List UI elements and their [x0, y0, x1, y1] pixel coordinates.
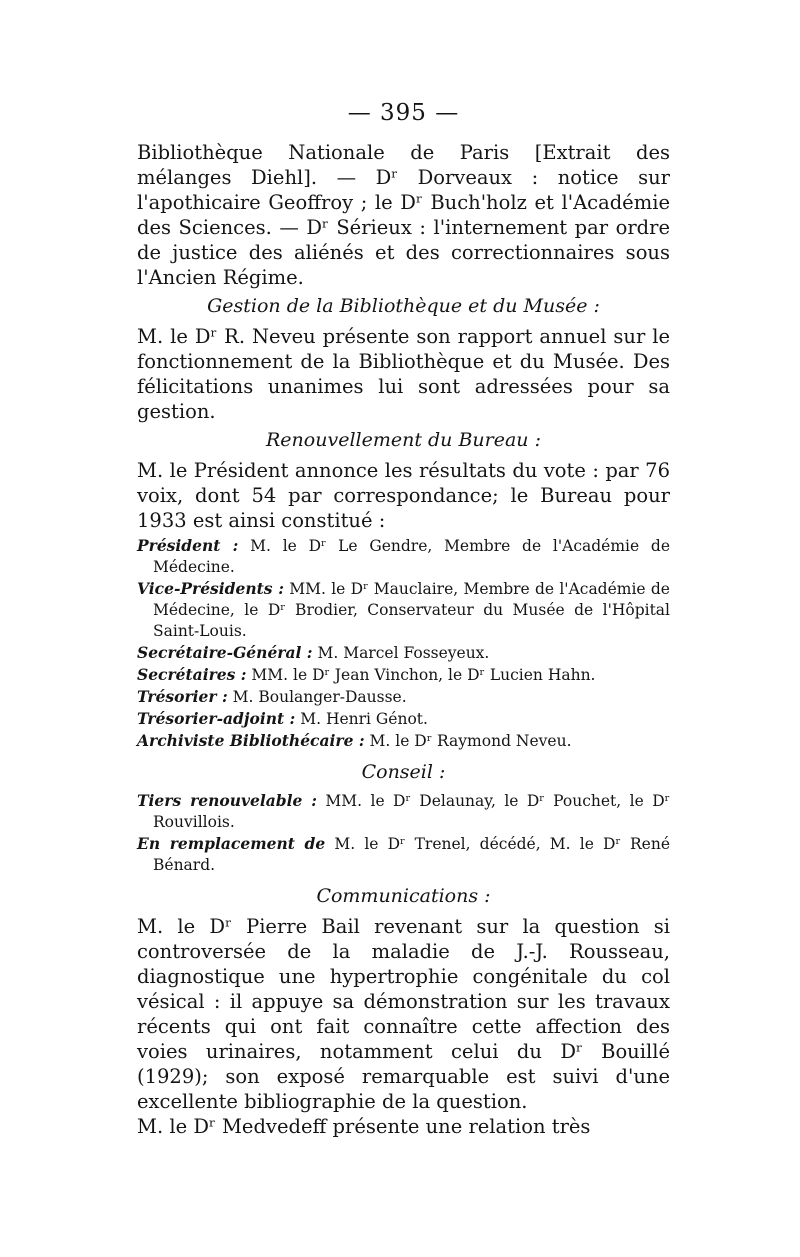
- conseil-list: [137, 790, 670, 876]
- bureau-entry-secretaire-general: [137, 642, 670, 664]
- entry-text: M. le Dʳ Raymond Neveu.: [369, 732, 572, 750]
- entry-label: Secrétaires :: [137, 665, 247, 684]
- entry-label: Archiviste Bibliothécaire :: [137, 731, 365, 750]
- entry-text: M. le Dʳ Trenel, décédé, M. le Dʳ René Bénard.: [153, 835, 670, 874]
- section-heading-gestion: Gestion de la Bibliothèque et du Musée :: [207, 295, 600, 317]
- conseil-entry-remplacement: [137, 833, 670, 876]
- renouvellement-paragraph: M. le Président annonce les résultats du vote : par 76 voix, dont 54 par correspondance; le Bureau pour 1933 est ainsi constitué :: [137, 459, 670, 532]
- bureau-entry-president: [137, 535, 670, 578]
- section-heading-communications: Communications :: [316, 885, 491, 907]
- bureau-list: [137, 535, 670, 752]
- entry-label: Trésorier-adjoint :: [137, 709, 296, 728]
- bureau-entry-vice-presidents: [137, 578, 670, 642]
- entry-label: Tiers renouvelable :: [137, 791, 317, 810]
- bureau-entry-tresorier-adjoint: [137, 708, 670, 730]
- bureau-entry-archiviste: [137, 730, 670, 752]
- intro-paragraph: Bibliothèque Nationale de Paris [Extrait des mélanges Diehl]. — Dʳ Dorveaux : notice sur l'apothicaire Geoffroy ; le Dʳ Buch'holz et l'Académie des Sciences. — Dʳ Sérieux : l'internement par ordre de justice des aliénés et des correctionnaires sous l'Ancien Régime.: [137, 141, 670, 289]
- bureau-entry-secretaires: [137, 664, 670, 686]
- entry-text: MM. le Dʳ Delaunay, le Dʳ Pouchet, le Dʳ Rouvillois.: [153, 792, 670, 831]
- communication-paragraph-bail: M. le Dʳ Pierre Bail revenant sur la question si controversée de la maladie de J.-J. Rousseau, diagnostique une hypertrophie congénitale du col vésical : il appuye sa démonstration sur les travaux récents qui ont fait connaître cette affection des voies urinaires, notamment celui du Dʳ Bouillé (1929); son exposé remarquable est suivi d'une excellente bibliographie de la question.: [137, 915, 670, 1113]
- page-number: — 395 —: [347, 100, 460, 126]
- conseil-entry-tiers: [137, 790, 670, 833]
- entry-text: M. Marcel Fosseyeux.: [317, 644, 490, 662]
- document-page: [137, 100, 670, 1139]
- entry-label: Président :: [137, 536, 239, 555]
- entry-text: MM. le Dʳ Jean Vinchon, le Dʳ Lucien Hahn.: [251, 666, 596, 684]
- communication-paragraph-medvedeff: M. le Dʳ Medvedeff présente une relation très: [137, 1115, 591, 1138]
- entry-text: M. Henri Génot.: [300, 710, 428, 728]
- entry-text: M. Boulanger-Dausse.: [232, 688, 407, 706]
- gestion-paragraph: M. le Dʳ R. Neveu présente son rapport annuel sur le fonctionnement de la Bibliothèque et du Musée. Des félicitations unanimes lui sont adressées pour sa gestion.: [137, 325, 670, 423]
- section-heading-conseil: Conseil :: [361, 761, 446, 783]
- entry-label: Trésorier :: [137, 687, 228, 706]
- entry-label: Secrétaire-Général :: [137, 643, 313, 662]
- bureau-entry-tresorier: [137, 686, 670, 708]
- section-heading-renouvellement: Renouvellement du Bureau :: [266, 429, 541, 451]
- entry-label: Vice-Présidents :: [137, 579, 284, 598]
- entry-text: MM. le Dʳ Mauclaire, Membre de l'Académie de Médecine, le Dʳ Brodier, Conservateur du Musée de l'Hôpital Saint-Louis.: [153, 580, 670, 640]
- entry-label: En remplacement de: [137, 834, 326, 853]
- entry-text: M. le Dʳ Le Gendre, Membre de l'Académie de Médecine.: [153, 537, 671, 576]
